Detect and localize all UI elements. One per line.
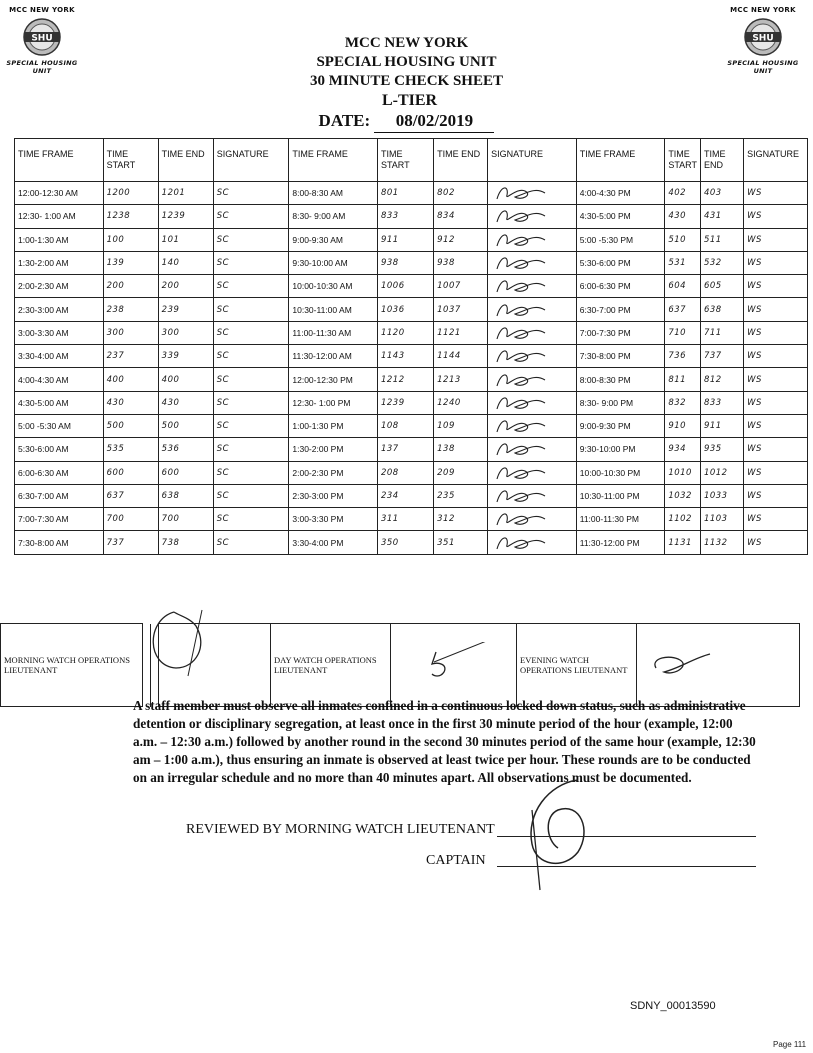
initials-scribble-icon — [491, 183, 551, 203]
time-frame-cell: 11:30-12:00 AM — [289, 345, 378, 368]
time-frame-cell: 11:00-11:30 AM — [289, 321, 378, 344]
time-start-cell[interactable]: 531 — [665, 251, 701, 274]
time-frame-cell: 12:30- 1:00 AM — [15, 205, 104, 228]
time-end-cell[interactable]: 1144 — [434, 345, 488, 368]
signature-cell[interactable]: SC — [213, 182, 289, 205]
time-start-cell[interactable]: 1036 — [377, 298, 433, 321]
time-frame-cell: 5:00 -5:30 PM — [576, 228, 665, 251]
time-frame-cell: 10:30-11:00 PM — [576, 484, 665, 507]
time-start-cell[interactable]: 811 — [665, 368, 701, 391]
signature-cell[interactable]: WS — [744, 205, 808, 228]
date-label: DATE: — [318, 111, 371, 130]
time-frame-cell: 7:30-8:00 AM — [15, 531, 104, 554]
time-start-cell[interactable]: 1120 — [377, 321, 433, 344]
time-end-cell[interactable]: 638 — [700, 298, 743, 321]
time-start-cell[interactable]: 1032 — [665, 484, 701, 507]
time-start-cell[interactable]: 430 — [665, 205, 701, 228]
time-frame-cell: 1:00-1:30 AM — [15, 228, 104, 251]
time-end-cell[interactable]: 833 — [700, 391, 743, 414]
time-frame-cell: 1:30-2:00 PM — [289, 438, 378, 461]
time-start-cell[interactable]: 801 — [377, 182, 433, 205]
time-start-cell[interactable]: 402 — [665, 182, 701, 205]
time-end-cell[interactable]: 638 — [158, 484, 213, 507]
time-frame-cell: 2:00-2:30 AM — [15, 275, 104, 298]
time-end-cell[interactable]: 911 — [700, 414, 743, 437]
time-end-cell[interactable]: 1240 — [434, 391, 488, 414]
signature-cell[interactable] — [488, 251, 577, 274]
header-line2: SPECIAL HOUSING UNIT — [316, 54, 497, 70]
table-row — [15, 531, 808, 554]
time-end-cell[interactable]: 536 — [158, 438, 213, 461]
time-end-cell[interactable]: 1201 — [158, 182, 213, 205]
table-row — [15, 414, 808, 437]
time-start-cell[interactable]: 1006 — [377, 275, 433, 298]
time-end-cell[interactable]: 737 — [700, 345, 743, 368]
day-watch-label: DAY WATCH OPERATIONS LIEUTENANT — [271, 624, 391, 707]
time-start-cell[interactable]: 600 — [103, 461, 158, 484]
time-frame-cell: 2:30-3:00 AM — [15, 298, 104, 321]
time-end-cell[interactable]: 339 — [158, 345, 213, 368]
time-frame-cell: 4:00-4:30 AM — [15, 368, 104, 391]
time-end-cell[interactable]: 430 — [158, 391, 213, 414]
time-end-cell[interactable]: 235 — [434, 484, 488, 507]
time-frame-cell: 4:30-5:00 AM — [15, 391, 104, 414]
time-end-cell[interactable]: 200 — [158, 275, 213, 298]
table-row — [15, 368, 808, 391]
initials-scribble-icon — [491, 300, 551, 320]
signature-cell[interactable] — [488, 484, 577, 507]
time-frame-cell: 9:00-9:30 AM — [289, 228, 378, 251]
time-frame-cell: 8:30- 9:00 PM — [576, 391, 665, 414]
signature-cell[interactable]: SC — [213, 414, 289, 437]
time-end-cell[interactable]: 600 — [158, 461, 213, 484]
signature-cell[interactable]: WS — [744, 228, 808, 251]
date-value: 08/02/2019 — [374, 110, 494, 133]
signature-cell[interactable]: SC — [213, 205, 289, 228]
initials-scribble-icon — [491, 393, 551, 413]
time-frame-cell: 4:30-5:00 PM — [576, 205, 665, 228]
table-row — [15, 298, 808, 321]
time-end-cell[interactable]: 400 — [158, 368, 213, 391]
initials-scribble-icon — [491, 323, 551, 343]
time-start-cell[interactable]: 1102 — [665, 508, 701, 531]
time-start-cell[interactable]: 938 — [377, 251, 433, 274]
signature-cell[interactable] — [488, 391, 577, 414]
time-end-cell[interactable]: 239 — [158, 298, 213, 321]
day-signature-scribble-icon — [394, 642, 504, 686]
sheet-header — [0, 34, 813, 133]
morning-watch-label: MORNING WATCH OPERATIONS LIEUTENANT — [1, 624, 143, 707]
time-start-cell[interactable]: 1239 — [377, 391, 433, 414]
initials-scribble-icon — [491, 439, 551, 459]
col-header: SIGNATURE — [744, 139, 808, 182]
evening-signature-scribble-icon — [640, 642, 790, 686]
time-frame-cell: 3:00-3:30 PM — [289, 508, 378, 531]
watch-row — [1, 624, 800, 707]
watch-signature-table — [0, 623, 800, 707]
signature-cell[interactable] — [488, 461, 577, 484]
initials-scribble-icon — [491, 509, 551, 529]
time-frame-cell: 9:00-9:30 PM — [576, 414, 665, 437]
time-frame-cell: 5:00 -5:30 AM — [15, 414, 104, 437]
time-frame-cell: 12:30- 1:00 PM — [289, 391, 378, 414]
time-frame-cell: 7:00-7:30 AM — [15, 508, 104, 531]
table-row — [15, 182, 808, 205]
time-end-cell[interactable]: 1037 — [434, 298, 488, 321]
time-frame-cell: 6:30-7:00 AM — [15, 484, 104, 507]
time-end-cell[interactable]: 209 — [434, 461, 488, 484]
time-frame-cell: 5:30-6:00 PM — [576, 251, 665, 274]
time-end-cell[interactable]: 1012 — [700, 461, 743, 484]
time-frame-cell: 4:00-4:30 PM — [576, 182, 665, 205]
signature-cell[interactable] — [488, 275, 577, 298]
time-end-cell[interactable]: 1033 — [700, 484, 743, 507]
logo-bottom-text: SPECIAL HOUSING UNIT — [6, 59, 78, 75]
time-end-cell[interactable]: 351 — [434, 531, 488, 554]
signature-cell[interactable]: WS — [744, 368, 808, 391]
initials-scribble-icon — [491, 533, 551, 553]
time-end-cell[interactable]: 138 — [434, 438, 488, 461]
signature-cell[interactable]: SC — [213, 275, 289, 298]
signature-cell[interactable]: SC — [213, 391, 289, 414]
time-end-cell[interactable]: 935 — [700, 438, 743, 461]
signature-cell[interactable]: WS — [744, 461, 808, 484]
time-start-cell[interactable]: 710 — [665, 321, 701, 344]
time-end-cell[interactable]: 500 — [158, 414, 213, 437]
time-end-cell[interactable]: 1213 — [434, 368, 488, 391]
time-end-cell[interactable]: 300 — [158, 321, 213, 344]
initials-scribble-icon — [491, 230, 551, 250]
logo-bottom-text: SPECIAL HOUSING UNIT — [727, 59, 799, 75]
signature-cell[interactable]: WS — [744, 484, 808, 507]
signature-cell[interactable] — [488, 182, 577, 205]
time-start-cell[interactable]: 139 — [103, 251, 158, 274]
signature-cell[interactable]: WS — [744, 508, 808, 531]
table-row — [15, 391, 808, 414]
signature-cell[interactable]: WS — [744, 391, 808, 414]
signature-cell[interactable]: WS — [744, 345, 808, 368]
time-end-cell[interactable]: 834 — [434, 205, 488, 228]
initials-scribble-icon — [491, 486, 551, 506]
time-end-cell[interactable]: 101 — [158, 228, 213, 251]
time-start-cell[interactable]: 700 — [103, 508, 158, 531]
table-row — [15, 484, 808, 507]
time-start-cell[interactable]: 934 — [665, 438, 701, 461]
signature-cell[interactable]: WS — [744, 251, 808, 274]
time-frame-cell: 3:00-3:30 AM — [15, 321, 104, 344]
time-start-cell[interactable]: 833 — [377, 205, 433, 228]
time-end-cell[interactable]: 1007 — [434, 275, 488, 298]
time-frame-cell: 12:00-12:30 AM — [15, 182, 104, 205]
signature-cell[interactable] — [488, 414, 577, 437]
time-frame-cell: 11:30-12:00 PM — [576, 531, 665, 554]
time-start-cell[interactable]: 430 — [103, 391, 158, 414]
signature-cell[interactable] — [488, 228, 577, 251]
time-frame-cell: 10:00-10:30 AM — [289, 275, 378, 298]
header-tier: L-TIER — [381, 92, 438, 109]
time-end-cell[interactable]: 403 — [700, 182, 743, 205]
time-start-cell[interactable]: 108 — [377, 414, 433, 437]
time-start-cell[interactable]: 350 — [377, 531, 433, 554]
time-frame-cell: 6:00-6:30 AM — [15, 461, 104, 484]
signature-cell[interactable] — [488, 531, 577, 554]
logo-badge-text: SHU — [31, 33, 53, 44]
time-end-cell[interactable]: 1132 — [700, 531, 743, 554]
time-start-cell[interactable]: 510 — [665, 228, 701, 251]
logo-top-text: MCC NEW YORK — [730, 6, 796, 14]
initials-scribble-icon — [491, 253, 551, 273]
time-end-cell[interactable]: 738 — [158, 531, 213, 554]
col-header: TIME END — [700, 139, 743, 182]
policy-notice: A staff member must observe all inmates confined in a continuous locked down status, such as administrative detention or disciplinary segregation, at least once in the first 30 minute period of the hour (example, 12:00 a.m. – 12:30 a.m.) followed by another round in the second 30 minutes period of the same hour (example, 12:30 am – 1:00 a.m.), thus ensuring an inmate is observed at least twice per hour. These rounds are to be conducted on an irregular schedule and no more than 40 minutes apart. All observations must be documented. — [133, 698, 756, 785]
time-frame-cell: 12:00-12:30 PM — [289, 368, 378, 391]
reviewer-signature-scribble-icon — [518, 774, 598, 896]
time-end-cell[interactable]: 802 — [434, 182, 488, 205]
time-start-cell[interactable]: 234 — [377, 484, 433, 507]
time-end-cell[interactable]: 140 — [158, 251, 213, 274]
time-end-cell[interactable]: 938 — [434, 251, 488, 274]
signature-cell[interactable]: WS — [744, 414, 808, 437]
time-start-cell[interactable]: 1143 — [377, 345, 433, 368]
logo-badge-text: SHU — [752, 33, 774, 44]
time-start-cell[interactable]: 1200 — [103, 182, 158, 205]
col-header: TIME FRAME — [15, 139, 104, 182]
signature-cell[interactable]: WS — [744, 531, 808, 554]
initials-scribble-icon — [491, 276, 551, 296]
time-frame-cell: 3:30-4:00 AM — [15, 345, 104, 368]
time-frame-cell: 9:30-10:00 AM — [289, 251, 378, 274]
signature-cell[interactable]: SC — [213, 508, 289, 531]
col-header: TIME END — [434, 139, 488, 182]
time-start-cell[interactable]: 911 — [377, 228, 433, 251]
time-frame-cell: 10:30-11:00 AM — [289, 298, 378, 321]
col-header: TIME START — [665, 139, 701, 182]
bates-number: SDNY_00013590 — [630, 1000, 716, 1012]
signature-cell[interactable]: WS — [744, 298, 808, 321]
time-start-cell[interactable]: 637 — [103, 484, 158, 507]
time-start-cell[interactable]: 737 — [103, 531, 158, 554]
signature-cell[interactable] — [488, 345, 577, 368]
time-frame-cell: 3:30-4:00 PM — [289, 531, 378, 554]
evening-watch-signature[interactable] — [637, 624, 800, 707]
time-frame-cell: 1:30-2:00 AM — [15, 251, 104, 274]
time-start-cell[interactable]: 832 — [665, 391, 701, 414]
time-frame-cell: 9:30-10:00 PM — [576, 438, 665, 461]
time-start-cell[interactable]: 208 — [377, 461, 433, 484]
time-start-cell[interactable]: 200 — [103, 275, 158, 298]
signature-cell[interactable] — [488, 205, 577, 228]
signature-cell[interactable]: WS — [744, 182, 808, 205]
time-end-cell[interactable]: 511 — [700, 228, 743, 251]
time-end-cell[interactable]: 605 — [700, 275, 743, 298]
time-frame-cell: 5:30-6:00 AM — [15, 438, 104, 461]
table-row — [15, 438, 808, 461]
signature-cell[interactable]: SC — [213, 484, 289, 507]
time-frame-cell: 7:30-8:00 PM — [576, 345, 665, 368]
time-start-cell[interactable]: 736 — [665, 345, 701, 368]
time-frame-cell: 7:00-7:30 PM — [576, 321, 665, 344]
initials-scribble-icon — [491, 370, 551, 390]
time-frame-cell: 2:30-3:00 PM — [289, 484, 378, 507]
signature-cell[interactable]: SC — [213, 531, 289, 554]
signature-cell[interactable]: WS — [744, 321, 808, 344]
initials-scribble-icon — [491, 206, 551, 226]
time-end-cell[interactable]: 700 — [158, 508, 213, 531]
col-header: TIME START — [103, 139, 158, 182]
table-row — [15, 321, 808, 344]
evening-watch-label: EVENING WATCH OPERATIONS LIEUTENANT — [517, 624, 637, 707]
signature-cell[interactable]: SC — [213, 461, 289, 484]
time-start-cell[interactable]: 137 — [377, 438, 433, 461]
time-frame-cell: 1:00-1:30 PM — [289, 414, 378, 437]
time-end-cell[interactable]: 711 — [700, 321, 743, 344]
time-end-cell[interactable]: 431 — [700, 205, 743, 228]
time-frame-cell: 6:00-6:30 PM — [576, 275, 665, 298]
table-row — [15, 461, 808, 484]
signature-cell[interactable]: SC — [213, 368, 289, 391]
header-date — [0, 110, 813, 133]
time-start-cell[interactable]: 237 — [103, 345, 158, 368]
time-frame-cell: 11:00-11:30 PM — [576, 508, 665, 531]
morning-watch-signature[interactable] — [159, 624, 271, 707]
time-start-cell[interactable]: 1212 — [377, 368, 433, 391]
col-header: TIME FRAME — [289, 139, 378, 182]
time-frame-cell: 8:00-8:30 AM — [289, 182, 378, 205]
signature-cell[interactable] — [488, 298, 577, 321]
table-row — [15, 251, 808, 274]
signature-cell[interactable]: WS — [744, 438, 808, 461]
col-header: SIGNATURE — [488, 139, 577, 182]
initials-scribble-icon — [491, 346, 551, 366]
signature-cell[interactable] — [488, 321, 577, 344]
time-frame-cell: 8:00-8:30 PM — [576, 368, 665, 391]
time-start-cell[interactable]: 1010 — [665, 461, 701, 484]
col-header: TIME END — [158, 139, 213, 182]
initials-scribble-icon — [491, 416, 551, 436]
time-start-cell[interactable]: 604 — [665, 275, 701, 298]
signature-cell[interactable]: WS — [744, 275, 808, 298]
time-end-cell[interactable]: 912 — [434, 228, 488, 251]
time-start-cell[interactable]: 400 — [103, 368, 158, 391]
initials-scribble-icon — [491, 463, 551, 483]
time-end-cell[interactable]: 1103 — [700, 508, 743, 531]
table-row — [15, 508, 808, 531]
table-header-row — [15, 139, 808, 182]
time-end-cell[interactable]: 1239 — [158, 205, 213, 228]
morning-signature-scribble-icon — [116, 606, 220, 686]
signature-cell[interactable]: SC — [213, 251, 289, 274]
time-start-cell[interactable]: 100 — [103, 228, 158, 251]
signature-cell[interactable]: SC — [213, 228, 289, 251]
time-end-cell[interactable]: 532 — [700, 251, 743, 274]
check-table — [14, 138, 808, 555]
time-start-cell[interactable]: 910 — [665, 414, 701, 437]
table-row — [15, 345, 808, 368]
table-row — [15, 228, 808, 251]
time-frame-cell: 10:00-10:30 PM — [576, 461, 665, 484]
col-header: TIME FRAME — [576, 139, 665, 182]
reviewed-by-label: REVIEWED BY MORNING WATCH LIEUTENANT — [186, 822, 495, 837]
header-line1: MCC NEW YORK — [344, 35, 469, 51]
time-start-cell[interactable]: 500 — [103, 414, 158, 437]
signature-cell[interactable]: SC — [213, 298, 289, 321]
signature-cell[interactable] — [488, 368, 577, 391]
time-end-cell[interactable]: 109 — [434, 414, 488, 437]
time-frame-cell: 2:00-2:30 PM — [289, 461, 378, 484]
time-end-cell[interactable]: 1121 — [434, 321, 488, 344]
signature-cell[interactable]: SC — [213, 321, 289, 344]
captain-label: CAPTAIN — [426, 853, 486, 868]
time-start-cell[interactable]: 535 — [103, 438, 158, 461]
col-header: TIME START — [377, 139, 433, 182]
time-frame-cell: 6:30-7:00 PM — [576, 298, 665, 321]
time-start-cell[interactable]: 238 — [103, 298, 158, 321]
signature-cell[interactable] — [488, 508, 577, 531]
time-start-cell[interactable]: 1238 — [103, 205, 158, 228]
time-start-cell[interactable]: 300 — [103, 321, 158, 344]
signature-cell[interactable] — [488, 438, 577, 461]
table-row — [15, 275, 808, 298]
logo-top-text: MCC NEW YORK — [9, 6, 75, 14]
signature-cell[interactable]: SC — [213, 345, 289, 368]
page-number: Page 111 — [773, 1040, 807, 1049]
time-end-cell[interactable]: 812 — [700, 368, 743, 391]
signature-cell[interactable]: SC — [213, 438, 289, 461]
col-header: SIGNATURE — [213, 139, 289, 182]
table-row — [15, 205, 808, 228]
time-frame-cell: 8:30- 9:00 AM — [289, 205, 378, 228]
time-end-cell[interactable]: 312 — [434, 508, 488, 531]
time-start-cell[interactable]: 1131 — [665, 531, 701, 554]
time-start-cell[interactable]: 311 — [377, 508, 433, 531]
header-line3: 30 MINUTE CHECK SHEET — [310, 73, 503, 89]
day-watch-signature[interactable] — [391, 624, 517, 707]
time-start-cell[interactable]: 637 — [665, 298, 701, 321]
